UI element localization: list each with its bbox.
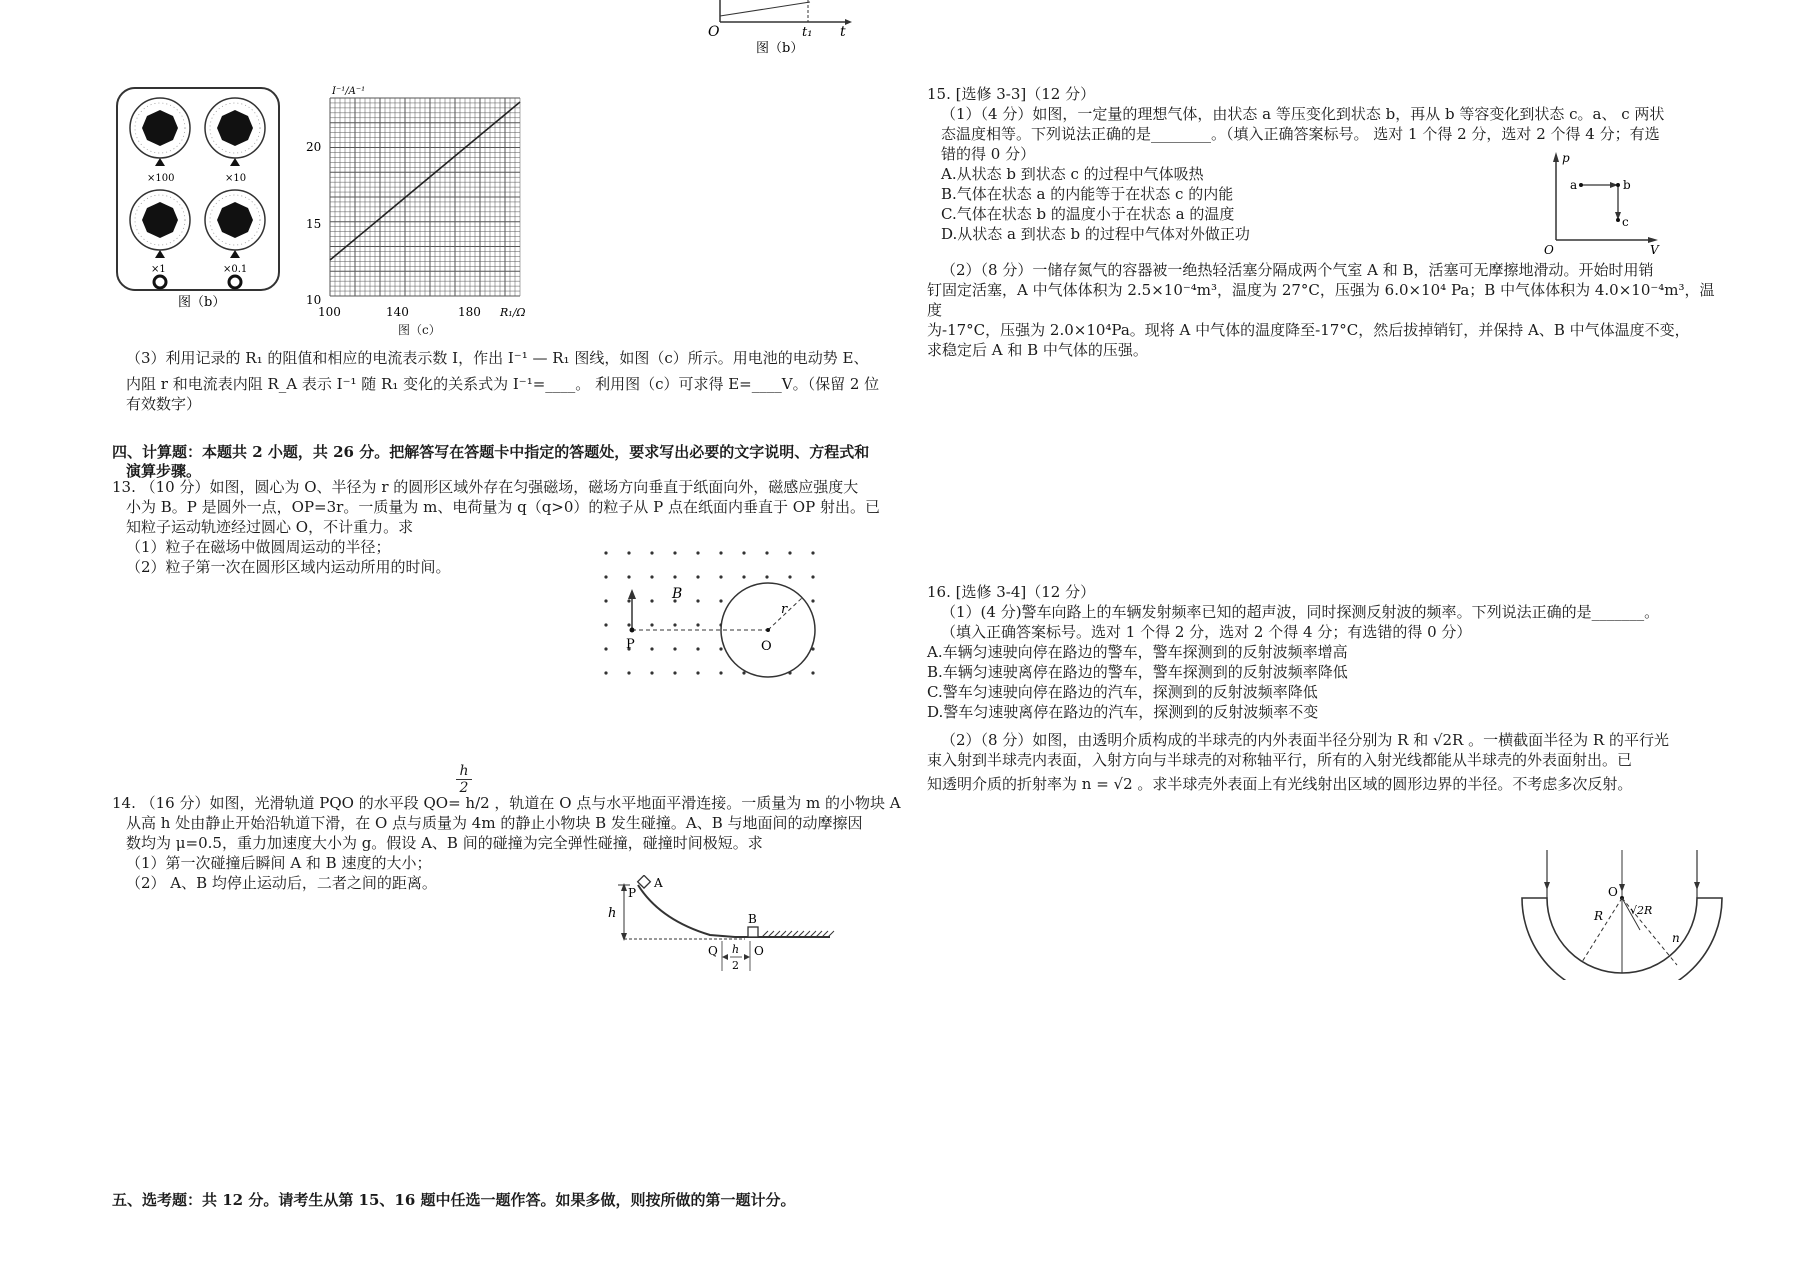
q13-line2: 小为 B。P 是圆外一点，OP=3r。一质量为 m、电荷量为 q（q>0）的粒子从 P 点在纸面内垂直于 OP 射出。已: [126, 498, 880, 516]
track-label-O: O: [754, 944, 764, 958]
q14-line2: 从高 h 处由静止开始沿轨道下滑，在 O 点与质量为 4m 的静止小物块 B 发生碰撞。A、B 与地面间的动摩擦因: [126, 814, 863, 832]
label-O: O: [761, 639, 772, 654]
dial-label-x1: ×1: [151, 264, 166, 275]
q15-p1-line2: 态温度相等。下列说法正确的是________。（填入正确答案标号。 选对 1 个得 2 分，选对 2 个得 4 分；有选: [941, 125, 1660, 143]
question-12-part-3: [126, 348, 906, 414]
pv-label-a: a: [1570, 178, 1578, 192]
q14-line3: 数均为 μ=0.5，重力加速度大小为 g。假设 A、B 间的碰撞为完全弹性碰撞，碰撞时间极短。求: [126, 834, 763, 852]
dial-x1: [130, 190, 190, 258]
q13-sub1: （1）粒子在磁场中做圆周运动的半径；: [126, 538, 391, 556]
graph-ytick-10: 10: [306, 293, 322, 307]
track-label-B: B: [748, 912, 757, 926]
q15-p1-line1: （1）（4 分）如图，一定量的理想气体，由状态 a 等压变化到状态 b，再从 b 等容变化到状态 c。a、 c 两状: [941, 105, 1665, 123]
pv-label-b: b: [1623, 178, 1631, 192]
q16-p2-line3: 知透明介质的折射率为 n = √2 。求半球壳外表面上有光线射出区域的圆形边界的半径。不考虑多次反射。: [927, 775, 1633, 793]
q16-optB: B.车辆匀速驶离停在路边的警车，警车探测到的反射波频率降低: [927, 663, 1348, 681]
top-velocity-graph: [700, 0, 860, 60]
track-half-h-num: h: [732, 943, 740, 956]
q15-p1-line3: 错的得 0 分）: [941, 145, 1036, 163]
inverse-current-graph: [300, 84, 530, 319]
pv-label-c: c: [1622, 215, 1629, 229]
top-graph-t1: t₁: [802, 25, 813, 40]
q12-3-line2: 内阻 r 和电流表内阻 R_A 表示 I⁻¹ 随 R₁ 变化的关系式为 I⁻¹=____。 利用图（c）可求得 E=____V。（保留 2 位: [126, 375, 880, 393]
dial-x10: [205, 98, 265, 166]
q15-optB: B.气体在状态 a 的内能等于在状态 c 的内能: [941, 185, 1234, 203]
top-graph-origin: O: [708, 24, 720, 40]
q16-title: 16. [选修 3-4]（12 分）: [927, 583, 1096, 601]
q16-optA: A.车辆匀速驶向停在路边的警车，警车探测到的反射波频率增高: [927, 643, 1348, 661]
q15-p2-line4: 求稳定后 A 和 B 中气体的压强。: [927, 341, 1148, 359]
curved-track: [638, 885, 735, 937]
section-4-heading: [112, 442, 902, 481]
question-16: [927, 582, 1727, 722]
graph-xtick-140: 140: [386, 305, 409, 319]
track-label-Q: Q: [708, 944, 718, 958]
label-r: r: [781, 602, 788, 617]
q13-line3: 知粒子运动轨迹经过圆心 O，不计重力。求: [126, 518, 414, 536]
q14-sub1: （1）第一次碰撞后瞬间 A 和 B 速度的大小；: [126, 854, 432, 872]
section4-line1: 四、计算题：本题共 2 小题，共 26 分。把解答写在答题卡中指定的答题处，要求写出必要的文字说明、方程式和: [112, 443, 870, 461]
q12-3-line3: 有效数字）: [126, 395, 202, 413]
q14-sub2: （2） A、B 均停止运动后，二者之间的距离。: [126, 874, 437, 892]
q15-optD: D.从状态 a 到状态 b 的过程中气体对外做正功: [941, 225, 1250, 243]
track-label-P: P: [628, 886, 637, 900]
pv-label-O: O: [1544, 243, 1554, 255]
dial-x100: [130, 98, 190, 166]
top-graph-t: t: [840, 24, 846, 40]
graph-xlabel: R₁/Ω: [500, 306, 526, 319]
graph-xtick-180: 180: [458, 305, 481, 319]
q15-p2-line3: 为-17°C，压强为 2.0×10⁴Pa。现将 A 中气体的温度降至-17°C，然后拔掉销钉，并保持 A、B 中气体温度不变，: [927, 321, 1690, 339]
graph-c-caption: 图（c）: [398, 323, 441, 337]
q16-p2-line1: （2）（8 分）如图，由透明介质构成的半球壳的内外表面半径分别为 R 和 √2R 。一横截面半径为 R 的平行光: [941, 731, 1669, 749]
terminal-left: [154, 276, 166, 288]
q16-p2-line2: 束入射到半球壳内表面，入射方向与半球壳的对称轴平行，所有的入射光线都能从半球壳的外表面射出。已: [927, 751, 1633, 769]
shell-label-R: R: [1594, 909, 1604, 923]
pv-diagram: [1536, 150, 1666, 255]
top-graph-caption: 图（b）: [756, 41, 804, 56]
track-label-h: h: [608, 906, 617, 921]
question-15-part-2: [927, 260, 1727, 360]
resistance-box-figure: [115, 86, 285, 311]
question-16-part-2: [927, 730, 1727, 794]
dial-x0.1: [205, 190, 265, 258]
resistance-box-caption: 图（b）: [178, 295, 226, 310]
graph-xtick-100: 100: [318, 305, 341, 319]
label-P: P: [626, 637, 635, 652]
section4-line2: 演算步骤。: [126, 462, 202, 480]
q13-sub2: （2）粒子第一次在圆形区域内运动所用的时间。: [126, 558, 451, 576]
pv-label-V: V: [1650, 243, 1659, 255]
hemisphere-shell-figure: [1512, 850, 1732, 980]
terminal-right: [229, 276, 241, 288]
graph-ytick-20: 20: [306, 140, 322, 154]
section-5-heading: 五、选考题：共 12 分。请考生从第 15、16 题中任选一题作答。如果多做，则按所做的第一题计分。: [112, 1191, 796, 1209]
dial-label-x100: ×100: [147, 173, 175, 184]
magnetic-field-figure: [598, 545, 828, 680]
q15-title: 15. [选修 3-3]（12 分）: [927, 85, 1096, 103]
q15-p2-line2: 钉固定活塞，A 中气体体积为 2.5×10⁻⁴m³，温度为 27°C，压强为 6.0×10⁴ Pa；B 中气体体积为 4.0×10⁻⁴m³，温度: [927, 281, 1715, 319]
graph-grid: [330, 98, 520, 296]
shell-label-sqrt2R: √2R: [1630, 904, 1653, 917]
track-half-h-den: 2: [732, 959, 739, 972]
q15-optA: A.从状态 b 到状态 c 的过程中气体吸热: [941, 165, 1204, 183]
block-B: [748, 927, 758, 937]
label-B: B: [672, 586, 683, 602]
q13-line1: 13. （10 分）如图，圆心为 O、半径为 r 的圆形区域外存在匀强磁场，磁场方向垂直于纸面向外，磁感应强度大: [112, 478, 859, 496]
pv-label-p: p: [1562, 151, 1570, 165]
graph-ytick-15: 15: [306, 217, 322, 231]
dial-label-x10: ×10: [225, 173, 247, 184]
shell-label-n: n: [1672, 931, 1680, 945]
q16-p1-line2: （填入正确答案标号。选对 1 个得 2 分，选对 2 个得 4 分；有选错的得 0 分）: [941, 623, 1472, 641]
track-label-A: A: [654, 876, 663, 890]
q16-p1-line1: （1）(4 分)警车向路上的车辆发射频率已知的超声波，同时探测反射波的频率。下列说法正确的是_______。: [941, 603, 1660, 621]
q12-3-line1: （3）利用记录的 R₁ 的阻值和相应的电流表示数 I，作出 I⁻¹ — R₁ 图线，如图（c）所示。用电池的电动势 E、: [126, 349, 869, 367]
q15-p2-line1: （2）（8 分）一储存氮气的容器被一绝热轻活塞分隔成两个气室 A 和 B，活塞可无摩擦地滑动。开始时用销: [941, 261, 1654, 279]
q16-optD: D.警车匀速驶离停在路边的汽车，探测到的反射波频率不变: [927, 703, 1319, 721]
graph-ylabel: I⁻¹/A⁻¹: [332, 86, 366, 97]
q15-optC: C.气体在状态 b 的温度小于在状态 a 的温度: [941, 205, 1235, 223]
track-figure: [600, 875, 840, 985]
q14-line1: 14. （16 分）如图，光滑轨道 PQO 的水平段 QO= h/2 ，轨道在 O 点与水平地面平滑连接。一质量为 m 的小物块 A: [112, 794, 901, 812]
q16-optC: C.警车匀速驶向停在路边的汽车，探测到的反射波频率降低: [927, 683, 1318, 701]
dial-label-x0.1: ×0.1: [223, 264, 248, 275]
shell-label-O: O: [1608, 885, 1618, 899]
h-over-2-fraction: h 2: [456, 763, 472, 796]
